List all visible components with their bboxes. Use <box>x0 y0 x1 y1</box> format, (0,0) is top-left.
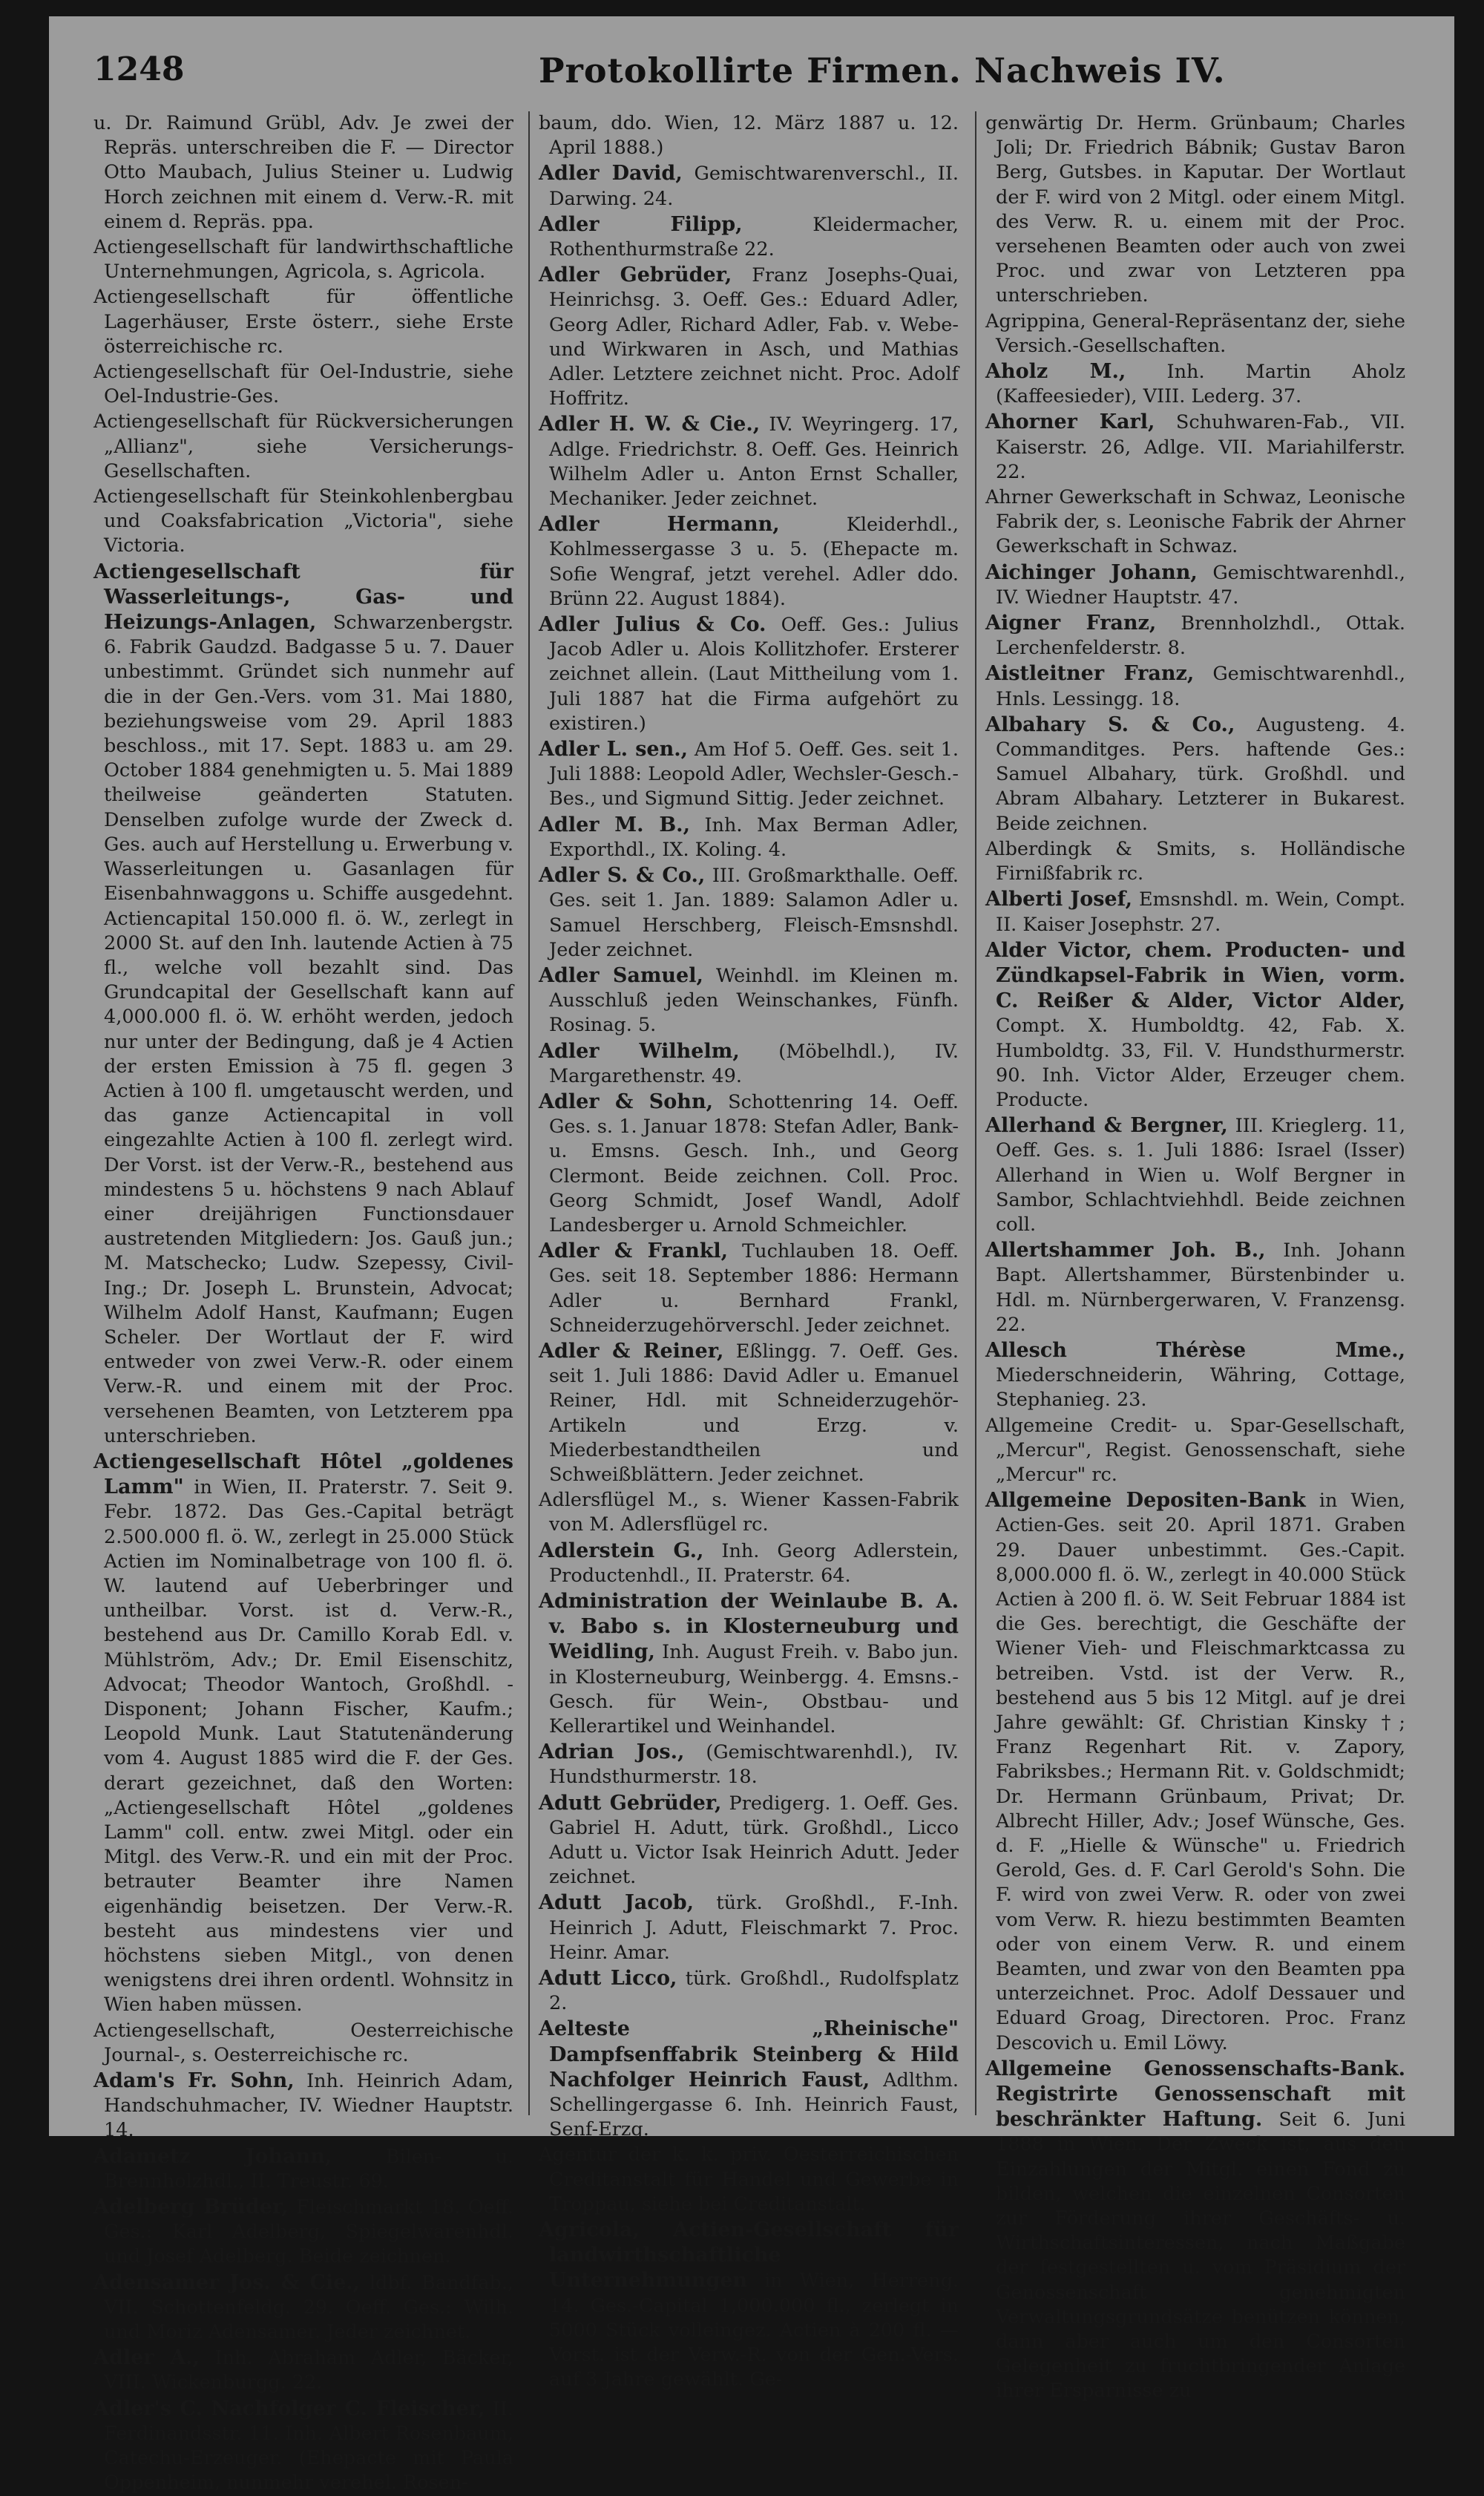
entry-text: Inh. Abraham Adler, Bäcker, VIII. Wickenburgg. 22. <box>104 2347 514 2394</box>
directory-entry <box>539 737 959 812</box>
firm-name: Adler H. W. & Cie., <box>539 413 761 436</box>
directory-entry <box>93 111 513 235</box>
entry-text: Schuhwaren-Fab., VII. Kaiserstr. 26, Adlge. VII. Mariahilferstr. 22. <box>996 411 1406 483</box>
directory-entry <box>539 612 959 736</box>
directory-entry <box>93 2019 513 2068</box>
directory-entry <box>985 661 1405 711</box>
firm-name: Adler Hermann, <box>539 513 780 537</box>
directory-entry <box>93 1450 513 2018</box>
directory-entry <box>985 1113 1405 1237</box>
firm-name: Ahorner Karl, <box>985 410 1155 434</box>
entry-text: Tuchlauben 18. Oeff. Ges. seit 18. September 1886: Hermann Adler u. Bernhard Frankl, Schneiderzugehörverschl. Jeder zeichnet. <box>549 1240 959 1337</box>
entry-text: genwärtig Dr. Herm. Grünbaum; Charles Joli; Dr. Friedrich Bábnik; Gustav Baron Berg, Gutsbes. in Kaputar. Der Wortlaut der F. wird von 2 Mitgl. oder einem Mitgl. des Verw. R. u. einem mit der Proc. versehenen Beamten oder auch von zwei Proc. und zwar von Letzteren ppa unterschrieben. <box>985 112 1405 307</box>
directory-entry <box>985 713 1405 836</box>
entry-text: (Möbelhdl.), IV. Margarethenstr. 49. <box>549 1040 959 1087</box>
directory-entry <box>539 1589 959 1739</box>
directory-entry <box>539 1239 959 1338</box>
entry-text: Kleidermacher, Rothenthurmstraße 22. <box>549 213 959 261</box>
directory-entry <box>539 1339 959 1487</box>
directory-entry <box>985 1338 1405 1413</box>
entry-text: Am Hof 5. Oeff. Ges. seit 1. Juli 1888: Leopold Adler, Wechsler-Gesch.-Bes., und Sigmund Sittig. Jeder zeichnet. <box>549 738 959 810</box>
column-rule <box>528 111 530 2115</box>
entry-text: Adlersflügel M., s. Wiener Kassen-Fabrik von M. Adlersflügel rc. <box>539 1489 959 1536</box>
directory-entry <box>93 410 513 484</box>
directory-entry <box>985 485 1405 560</box>
firm-name: Adler Wilhelm, <box>539 1039 740 1063</box>
directory-entry <box>93 560 513 1449</box>
directory-entry <box>985 359 1405 409</box>
firm-name: Adler Gebrüder, <box>539 263 732 287</box>
entry-text: Inh. Georg Adlerstein, Productenhdl., II. Praterstr. 64. <box>549 1539 959 1587</box>
entry-text: Compt. X. Humboldtg. 42, Fab. X. Humboldtg. 33, Fil. V. Hundsthurmerstr. 90. Inh. Victor Alder, Erzeuger chem. Producte. <box>996 1015 1405 1111</box>
directory-entry <box>93 2068 513 2143</box>
entry-text: Predigerg. 1. Oeff. Ges. Gabriel H. Adutt, türk. Großhdl., Licco Adutt u. Victor Isak Heinrich Adutt. Jeder zeichnet. <box>549 1792 959 1889</box>
directory-entry <box>539 263 959 411</box>
entry-text: Gemischtwarenhdl., IV. Wiedner Hauptstr. 47. <box>996 561 1405 609</box>
firm-name: Allertshammer Joh. B., <box>985 1239 1266 1262</box>
entry-text: Inh. Martin Aholz (Kaffeesieder), VIII. Lederg. 37. <box>996 361 1406 408</box>
firm-name: Adler & Reiner, <box>539 1339 724 1363</box>
directory-entry <box>985 887 1405 937</box>
entry-text: Adlthm. Schellingergasse 6. Inh. Heinrich Faust, Senf-Erzg. <box>549 2068 959 2141</box>
directory-entry <box>539 1966 959 2016</box>
directory-entry <box>93 2270 513 2345</box>
entry-text: Actiengesellschaft für Steinkohlenbergbau und Coaksfabrication „Victoria", siehe Victoria. <box>93 485 513 557</box>
directory-entry <box>93 485 513 559</box>
directory-entry <box>539 1539 959 1588</box>
entry-text: ldbf. Bandfab., VII. Schottenfeldg. 29. Oeff. Ges.: Wilh. und Moriz Adensamer. Jeder zeichnet. <box>104 2271 513 2344</box>
directory-entry <box>93 2397 513 2496</box>
directory-entry <box>539 1090 959 1238</box>
directory-entry <box>539 1488 959 1537</box>
firm-name: Albahary S. & Co., <box>985 713 1235 736</box>
entry-text: Inh. August Freih. v. Babo jun. in Klosterneuburg, Weinbergg. 4. Emsns.-Gesch. für Wein-, Obstbau- und Kellerartikel und Weinhandel. <box>549 1641 959 1737</box>
entry-text: in Wien, II. Praterstr. 7. Seit 9. Febr. 1872. Das Ges.-Capital beträgt 2.500.000 fl. ö. W., zerlegt in 25.000 Stück Actien im Nominalbetrage von 100 fl. ö. W. lautend auf Ueberbringer und untheilbar. Vorst. ist d. Verw.-R., bestehend aus Dr. Camillo Korab Edl. v. Mühlström, Adv.; Dr. Emil Eisenschitz, Advocat; Theodor Wantoch, Großhdl. - Disponent; Johann Fischer, Kaufm.; Leopold Munk. Laut Statutenänderung vom 4. August 1885 wird die F. der Ges. derart gezeichnet, daß den Worten: „Actiengesellschaft Hôtel „goldenes Lamm" coll. entw. zwei Mitgl. oder ein Mitgl. des Verw.-R. und ein mit der Proc. betrauter Beamter ihre Namen eigenhändig beisetzen. Der Verw.-R. besteht aus mindestens vier und höchstens sieben Mitgl., von denen wenigstens drei ihren ordentl. Wohnsitz in Wien haben müssen. <box>104 1476 514 2017</box>
directory-entry <box>539 212 959 262</box>
entry-text: III. Großmarkthalle. Oeff. Ges. seit 1. Jan. 1889: Salamon Adler u. Samuel Herschberg, Fleisch-Emsnshdl. Jeder zeichnet. <box>549 865 959 961</box>
entry-text: Oeff. Ges.: Julius Jacob Adler u. Alois Kollitzhofer. Ersterer zeichnet allein. (Laut Mittheilung vom 1. Juli 1887 hat die Firma aufgehört zu existiren.) <box>549 614 959 735</box>
firm-name: Adam's Fr. Sohn, <box>93 2069 295 2093</box>
entry-text: türk. Großhdl., F.-Inh. Heinrich J. Adutt, Fleischmarkt 7. Proc. Heinr. Amar. <box>549 1892 959 1964</box>
directory-entry <box>539 111 959 160</box>
entry-text: Schwarzenbergstr. 6. Fabrik Gaudzd. Badgasse 5 u. 7. Dauer unbestimmt. Gründet sich nunmehr auf die in der Gen.-Vers. vom 31. Mai 1880, beziehungsweise vom 29. April 1883 beschloss., mit 17. Sept. 1883 u. am 29. October 1884 genehmigten u. 5. Mai 1889 theilweise geänderten Statuten. Denselben zufolge wurde der Zweck d. Ges. auch auf Herstellung u. Erwerbung v. Wasserleitungen u. Gasanlagen für Eisenbahnwaggons u. Schiffe ausgedehnt. Actiencapital 150.000 fl. ö. W., zerlegt in 2000 St. auf den Inh. lautende Actien à 75 fl., welche voll bezahlt sind. Das Grundcapital der Gesellschaft kann auf 4,000.000 fl. ö. W. erhöht werden, jedoch nur unter der Bedingung, daß je 4 Actien der ersten Emission à 75 fl. gegen 3 Actien à 100 fl. umgetauscht werden, und das ganze Actiencapital in voll eingezahlte Actien à 100 fl. zerlegt wird. Der Vorst. ist der Verw.-R., bestehend aus mindestens 5 u. höchstens 9 nach Ablauf einer dreijährigen Functionsdauer austretenden Mitgliedern: Jos. Gauß jun.; M. Matschecko; Ludw. Szepessy, Civil-Ing.; Dr. Joseph L. Brunstein, Advocat; Wilhelm Adolf Hanst, Kaufmann; Eugen Scheler. Der Wortlaut der F. wird entweder von zwei Verw.-R. oder einem Verw.-R. und einem mit der Proc. versehenen Beamten, von Letzterem ppa unterschrieben. <box>104 612 513 1447</box>
firm-name: Aelteste „Rheinische" Dampfsenffabrik Steinberg & Hild Nachfolger Heinrich Faust, <box>539 2017 959 2092</box>
entry-text: Brennholzhdl., Ottak. Lerchenfelderstr. 8. <box>996 612 1406 660</box>
directory-entry <box>985 1488 1405 2056</box>
entry-text: (Gemischtwarenhdl.), IV. Hundsthurmerstr. 18. <box>549 1741 959 1789</box>
column-2 <box>539 111 959 2391</box>
directory-entry <box>539 412 959 511</box>
running-title: Protokollirte Firmen. Nachweis IV. <box>539 50 1226 91</box>
entry-text: Inh. Max Berman Adler, Exporthdl., IX. Koling. 4. <box>549 813 959 861</box>
entry-text: baum, ddo. Wien, 12. März 1887 u. 12. April 1888.) <box>539 112 959 160</box>
directory-entry <box>985 611 1405 661</box>
entry-text: Emsnshdl. m. Wein, Compt. II. Kaiser Josephstr. 27. <box>996 888 1405 936</box>
firm-name: Aholz M., <box>985 360 1126 384</box>
firm-name: Adler David, <box>539 162 683 186</box>
entry-text: türk. Großhdl., Rudolfsplatz 2. <box>549 1968 959 2015</box>
firm-name: Adler & Sohn, <box>539 1090 713 1113</box>
page-header <box>93 50 1414 102</box>
entry-text: Fleischmarkt 18. Oeff. Ges.: Karl Adelberg, Spiegelwarenhdl. und Josef Adelberg. Beide zeichnen. <box>104 2196 513 2268</box>
directory-entry <box>985 938 1405 1113</box>
firm-name: Adametz Johann, <box>93 2144 332 2168</box>
directory-entry <box>539 863 959 963</box>
entry-text: II. Ferdinandsstr. 11. Inh. Albert Rosenbaum, Catechu-Erzeuger. (Ehepacte mit Paula Oppenheim, nunmehr verehel. Rosen- <box>104 2397 513 2495</box>
firm-name: Adler Filipp, <box>539 212 743 236</box>
firm-name: Adutt Jacob, <box>539 1891 695 1915</box>
directory-entry <box>539 813 959 862</box>
entry-text: Kleiderhdl., Kohlmessergasse 3 u. 5. (Ehepacte m. Sofie Wengraf, jetzt verehel. Adler ddo. Brünn 22. August 1884). <box>549 514 959 610</box>
firm-name: Aigner Franz, <box>985 612 1157 635</box>
firm-name: Adler Julius & Co. <box>539 613 766 637</box>
firm-name: Adutt Licco, <box>539 1967 677 1991</box>
directory-entry <box>93 2345 513 2395</box>
entry-text: Actiengesellschaft für Rückversicherungen „Allianz", siehe Versicherungs-Gesellschaften. <box>93 410 513 482</box>
firm-name: Aistleitner Franz, <box>985 662 1195 686</box>
entry-text: u. Dr. Raimund Grübl, Adv. Je zwei der Repräs. unterschreiben die F. — Director Otto Maubach, Julius Steiner u. Ludwig Horch zeichnen mit einem d. Verw.-R. mit einem d. Repräs. ppa. <box>93 112 513 233</box>
directory-entry <box>93 285 513 359</box>
directory-entry <box>985 560 1405 610</box>
column-1 <box>93 111 514 2495</box>
firm-name: Actiengesellschaft Hôtel „goldenes Lamm" <box>93 1450 513 1499</box>
firm-name: Allerhand & Bergner, <box>985 1114 1228 1138</box>
entry-text: Franz Josephs-Quai, Heinrichsg. 3. Oeff. Ges.: Eduard Adler, Georg Adler, Richard Adler, Fab. v. Webe- und Wirkwaren in Asch, und Mathias Adler. Letztere zeichnet nicht. Proc. Adolf Hoffritz. <box>549 264 959 410</box>
entry-text: Actiengesellschaft, Oesterreichische Journal-, s. Oesterreichische rc. <box>93 2019 513 2066</box>
entry-text: Gemischtwarenverschl., II. Darwing. 24. <box>549 163 959 210</box>
entry-text: in Wien, Actien-Ges. seit 20. April 1871. Graben 29. Dauer unbestimmt. Ges.-Capit. 8,000.000 fl. ö. W., zerlegt in 40.000 Stück Actien à 200 fl. ö. W. Seit Februar 1884 ist die Ges. berechtigt, die Geschäfte der Wiener Vieh- und Fleischmarktcassa zu betreiben. Vstd. ist der Verw. R., bestehend aus 5 bis 12 Mitgl. auf je drei Jahre gewählt: Gf. Christian Kinsky †; Franz Regenhart Rit. v. Zapory, Fabriksbes.; Hermann Rit. v. Goldschmidt; Dr. Hermann Grünbaum, Privat; Dr. Albrecht Hiller, Adv.; Josef Wünsche, Ges. d. F. „Hielle & Wünsche" u. Friedrich Gerold, Ges. d. F. Carl Gerold's Sohn. Die F. wird von zwei Verw. R. oder von zwei vom Verw. R. hiezu bestimmten Beamten oder von einem Verw. R. und einem Beamten, und zwar von den Beamten ppa unterzeichnet. Proc. Adolf Dessauer und Eduard Groag, Directoren. Proc. Franz Descovich u. Emil Löwy. <box>996 1490 1405 2054</box>
entry-text: Ahrner Gewerkschaft in Schwaz, Leonische Fabrik der, s. Leonische Fabrik der Ahrner Gewerkschaft in Schwaz. <box>985 486 1405 558</box>
directory-entry <box>985 1414 1405 1488</box>
firm-name: Agricola, Actien-Gesellschaft für landwirthschaftliche Unternehmungen <box>539 2218 959 2293</box>
entry-text: in Wien, Herreng. 14. Ges.-Capital 1,000.000 fl., zerlegt in 5000 Stück volleingez. Actien à 200 fl. — Vorst. ist der Verw.-R. von der Gen.-Vers. auf 3 Jahre gewählt. Ge- <box>549 2270 959 2391</box>
directory-entry <box>539 1890 959 1965</box>
entry-text: Gemischtwarenhdl., Hnls. Lessingg. 18. <box>996 663 1405 710</box>
firm-name: Allgemeine Genossenschafts-Bank. Registrirte Genossenschaft mit beschränkter Haftung. <box>985 2057 1405 2132</box>
directory-entry <box>539 512 959 612</box>
firm-name: Adlerstein G., <box>539 1539 704 1562</box>
entry-text: Actiengesellschaft für landwirthschaftliche Unternehmungen, Agricola, s. Agricola. <box>93 236 513 284</box>
firm-name: Actiengesellschaft für Wasserleitungs-, Gas- und Heizungs-Anlagen, <box>93 560 513 635</box>
directory-entry <box>539 2017 959 2142</box>
directory-entry <box>539 1039 959 1089</box>
firm-name: Allesch Thérèse Mme., <box>985 1338 1405 1362</box>
firm-name: Adrian Jos., <box>539 1740 685 1764</box>
firm-name: Adler's C. Nachfolger C. Fleischer, <box>93 2397 485 2420</box>
directory-entry <box>985 837 1405 886</box>
directory-entry <box>985 309 1405 358</box>
entry-text: Bilen- u. Brennholzhdl., II. Treustr. 69. <box>104 2145 513 2192</box>
entry-text: Augusteng. 4. Commanditges. Pers. haftende Ges.: Samuel Albahary, türk. Großhdl. und Abram Albahary. Letzterer in Bukarest. Beide zeichnen. <box>996 713 1406 835</box>
directory-entry <box>539 2143 959 2217</box>
entry-text: Seit 6. Juni 1888 in Wien. Der Zweck ist, aus den Einzahlungen der Mitgl. einen Fond zu bilden, welchen die einzelnen Consorten zur Förderung ihrer Geschäfts- u. Wirthschaftsinteressen, nach Maßgabe der festgestellten u. vom Präsidium der Genossenschaft genehmigten Verwaltungsgrundsätze benützen können, dann aber auch um den Consorten Gelegenheit zu fruchtbringender Anlage ihrer Ersparnisse zu <box>996 2109 1406 2402</box>
entry-text: Inh. Heinrich Adam, Handschuhmacher, IV. Wiedner Hauptstr. 14. <box>104 2070 514 2142</box>
entry-text: Schottenring 14. Oeff. Ges. s. 1. Januar 1878: Stefan Adler, Bank- u. Emsns. Gesch. Inh., und Georg Clermont. Beide zeichnen. Coll. Proc. Georg Schmidt, Josef Wandl, Adolf Landesberger u. Arnold Schmeichler. <box>549 1090 959 1236</box>
directory-entry <box>539 2218 959 2392</box>
page-number: 1248 <box>93 50 185 88</box>
firm-name: Adler Samuel, <box>539 963 703 987</box>
entry-text: IV. Weyringerg. 17, Adlge. Friedrichstr. 8. Oeff. Ges. Heinrich Wilhelm Adler u. Anton Ernst Schaller, Mechaniker. Jeder zeichnet. <box>549 413 959 511</box>
firm-name: Adelberg Brüder, <box>93 2195 289 2219</box>
firm-name: Alder Victor, chem. Producten- und Zündkapsel-Fabrik in Wien, vorm. C. Reißer & Alder, Victor Alder, <box>985 938 1405 1013</box>
firm-name: Alberti Josef, <box>985 888 1133 911</box>
firm-name: Administration der Weinlaube B. A. v. Babo s. in Klosterneuburg und Weidling, <box>539 1589 959 1664</box>
directory-entry <box>93 360 513 409</box>
directory-entry <box>93 2144 513 2194</box>
firm-name: Adler M. B., <box>539 813 690 836</box>
entry-text: Actiengesellschaft für Oel-Industrie, siehe Oel-Industrie-Ges. <box>93 361 513 408</box>
entry-text: Allgemeine Credit- u. Spar-Gesellschaft, „Mercur", Regist. Genossenschaft, siehe „Mercur" rc. <box>985 1414 1405 1486</box>
directory-page <box>49 16 1454 2495</box>
entry-text: Miederschneiderin, Währing, Cottage, Stephanieg. 23. <box>996 1364 1405 1412</box>
firm-name: Adler L. sen., <box>539 738 689 761</box>
directory-entry <box>539 1791 959 1890</box>
directory-entry <box>539 963 959 1038</box>
entry-text: Weinhdl. im Kleinen m. Ausschluß jeden Weinschankes, Fünfh. Rosinag. 5. <box>549 964 959 1037</box>
firm-name: Aichinger Johann, <box>985 560 1198 584</box>
entry-text: Agentur der k. k. priv. Oesterreichischen Creditanstalt für Handel und Gewerbe in Troppau, siehe bei Creditanstalt. <box>539 2143 959 2215</box>
firm-name: Adler & Frankl, <box>539 1239 729 1263</box>
firm-name: Adutt Gebrüder, <box>539 1791 722 1815</box>
entry-text: Alberdingk & Smits, s. Holländische Firnißfabrik rc. <box>985 837 1405 885</box>
directory-entry <box>985 1238 1405 1337</box>
directory-entry <box>985 111 1405 309</box>
directory-entry <box>93 2195 513 2270</box>
directory-entry <box>985 2057 1405 2404</box>
entry-text: III. Krieglerg. 11, Oeff. Ges. s. 1. Juli 1886: Israel (Isser) Allerhand in Wien u. Wolf Bergner in Sambor, Schlachtviehhdl. Beide zeichnen coll. <box>996 1115 1406 1236</box>
entry-text: Eßlingg. 7. Oeff. Ges. seit 1. Juli 1886: David Adler u. Emanuel Reiner, Hdl. mit Schneiderzugehör-Artikeln und Erzg. v. Miederbestandtheilen und Schweißblättern. Jeder zeichnet. <box>549 1340 959 1486</box>
column-3 <box>985 111 1406 2402</box>
firm-name: Adler A., <box>93 2346 200 2370</box>
entry-text: Agrippina, General-Repräsentanz der, siehe Versich.-Gesellschaften. <box>985 309 1405 357</box>
directory-entry <box>985 410 1405 485</box>
entry-text: Actiengesellschaft für öffentliche Lagerhäuser, Erste österr., siehe Erste österreichische rc. <box>93 286 513 358</box>
firm-name: Allgemeine Depositen-Bank <box>985 1489 1306 1513</box>
directory-entry <box>539 1740 959 1789</box>
directory-entry <box>93 235 513 284</box>
entry-text: Inh. Johann Bapt. Allertshammer, Bürstenbinder u. Hdl. m. Nürnbergerwaren, V. Franzensg. 22. <box>996 1239 1405 1336</box>
firm-name: Adler S. & Co., <box>539 864 706 888</box>
directory-entry <box>539 161 959 211</box>
firm-name: Adensamer Jos. & Cie., <box>93 2270 361 2294</box>
column-rule <box>975 111 976 2115</box>
